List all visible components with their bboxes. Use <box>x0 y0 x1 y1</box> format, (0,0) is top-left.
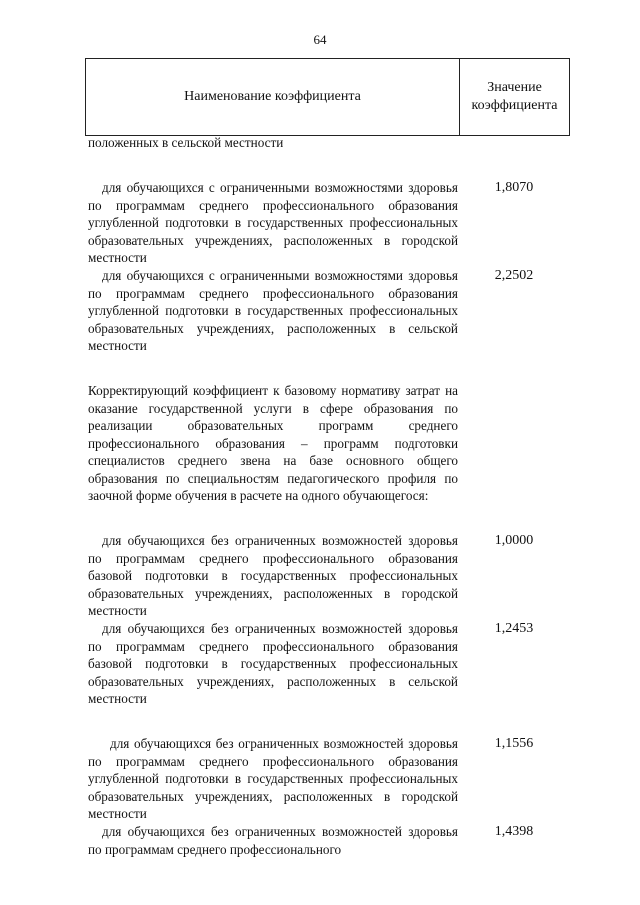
row-text: для обучающихся без ограниченных возможностей здоровья по программам среднего профессионального <box>88 824 458 857</box>
row-text: положенных в сельской местности <box>88 135 284 150</box>
row-value: 1,4398 <box>494 824 534 840</box>
column-header-value-line1: Значение <box>487 80 542 95</box>
row-text: для обучающихся без ограниченных возможностей здоровья по программам среднего профессионального образования базовой подготовки в государственных профессиональных образовательных учреждениях, расположенных в сельской местности <box>88 621 458 706</box>
table-row <box>88 134 570 151</box>
row-value <box>458 382 570 504</box>
table-row <box>88 382 570 504</box>
column-header-value <box>460 59 569 135</box>
row-value <box>458 134 570 151</box>
table-row <box>88 267 570 354</box>
column-header-value-line2: коэффициента <box>471 98 558 113</box>
row-value: 2,2502 <box>494 268 534 284</box>
row-value: 1,1556 <box>494 736 534 752</box>
row-value: 1,8070 <box>494 180 534 196</box>
row-value: 1,0000 <box>494 533 534 549</box>
row-text: для обучающихся с ограниченными возможностями здоровья по программам среднего профессионального образования углубленной подготовки в государственных профессиональных образовательных учреждениях, расположенных в сельской местности <box>88 268 458 354</box>
table-row <box>88 179 570 266</box>
table-row <box>88 620 570 707</box>
row-value: 1,2453 <box>494 621 534 637</box>
row-text: для обучающихся с ограниченными возможностями здоровья по программам среднего профессионального образования углубленной подготовки в государственных профессиональных образовательных учреждениях, расположенных в городской местности <box>88 180 458 266</box>
row-text: для обучающихся без ограниченных возможностей здоровья по программам среднего профессионального образования базовой подготовки в государственных профессиональных образовательных учреждениях, расположенных в городской местности <box>88 533 458 618</box>
row-text: Корректирующий коэффициент к базовому нормативу затрат на оказание государственной услуги в сфере образования по реализации образовательных программ среднего профессионального образования – программ подготовки специалистов среднего звена на базе основного общего образования по специальностям педагогического профиля по заочной форме обучения в расчете на одного обучающегося: <box>88 383 458 503</box>
table-row <box>88 532 570 619</box>
table-header <box>85 58 570 136</box>
table-row <box>88 823 570 858</box>
table-body <box>88 134 570 858</box>
table-row <box>88 735 570 822</box>
page-number: 64 <box>313 32 327 47</box>
column-header-name: Наименование коэффициента <box>86 59 460 135</box>
row-text: для обучающихся без ограниченных возможностей здоровья по программам среднего профессионального образования углубленной подготовки в государственных профессиональных образовательных учреждениях, расположенных в городской местности <box>88 736 458 821</box>
